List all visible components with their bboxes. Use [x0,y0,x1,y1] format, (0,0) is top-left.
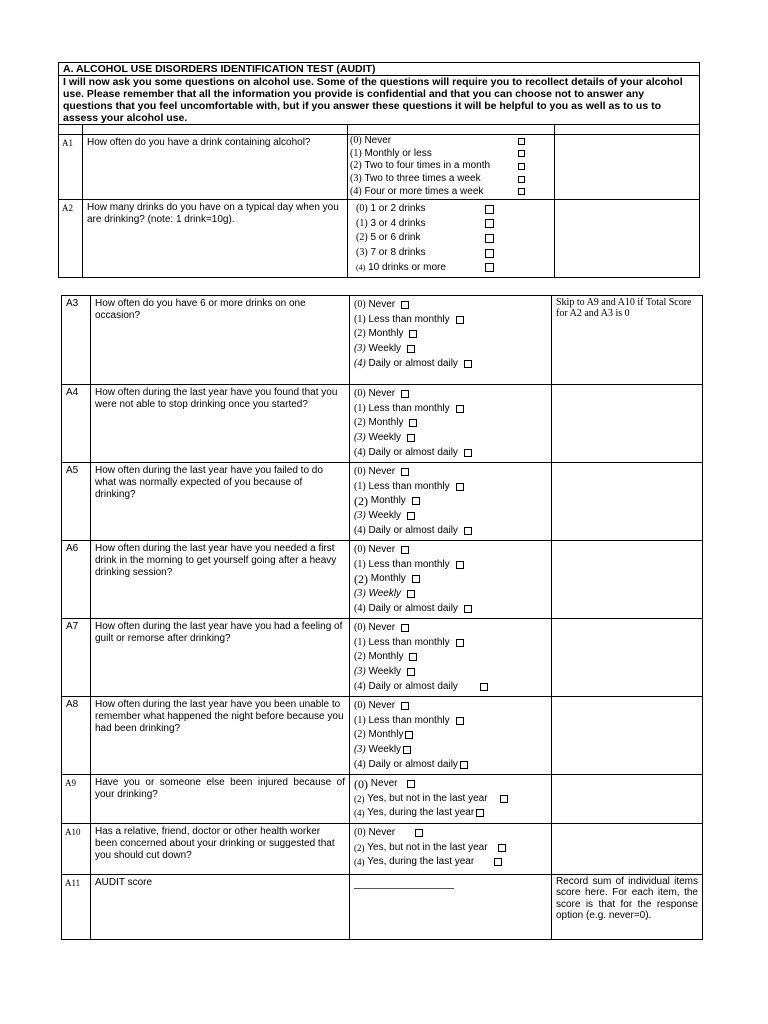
option-label: Less than monthly [368,480,450,492]
checkbox[interactable] [401,468,409,476]
option-a7-4[interactable] [354,679,547,694]
question-code: A8 [62,696,91,774]
question-row-a5 [62,462,703,540]
checkbox[interactable] [401,301,409,309]
option-label: Never [368,622,396,634]
checkbox[interactable] [409,330,417,338]
checkbox[interactable] [518,138,525,145]
option-score: (4) [354,524,366,536]
question-code: A6 [62,540,91,618]
intro-text: I will now ask you some questions on alcohol use. Some of the questions will require you to recollect details of your alcohol use. Please remember that all the information you provide is confidential and that you can choose not to answer any questions that you feel uncomfortable with, but if you answer these questions it will be helpful to you as well as to us to assess your alcohol use. [59,76,700,125]
option-label: Weekly [368,510,402,522]
option-score: (2) [354,651,366,663]
answer-options-a10 [350,823,552,874]
option-score: (1) [354,402,366,414]
option-score: (4) [354,857,365,868]
section-title: A. ALCOHOL USE DISORDERS IDENTIFICATION TEST (AUDIT) [59,63,700,76]
option-a8-2[interactable] [354,728,547,743]
question-code: A3 [62,296,91,385]
option-score: (1) [356,217,368,229]
option-a4-4[interactable] [354,445,547,460]
checkbox[interactable] [401,624,409,632]
checkbox[interactable] [464,449,472,457]
option-score: (3) [354,343,366,355]
question-code: A10 [62,823,91,874]
checkbox[interactable] [476,809,484,817]
option-label: Daily or almost daily [368,446,458,458]
checkbox[interactable] [401,390,409,398]
option-a2-3[interactable] [356,246,546,261]
option-label: Monthly [370,495,406,507]
option-label: Yes, but not in the last year [367,841,488,853]
notes-cell [552,540,703,618]
option-a1-3[interactable] [350,173,552,186]
question-text: How often do you have 6 or more drinks on one occasion? [91,296,350,385]
option-score: (1) [350,147,362,159]
answer-options-a1 [348,135,555,200]
option-a3-1[interactable] [354,313,547,328]
option-a6-3[interactable] [354,587,547,602]
option-score: (0) [354,622,366,634]
checkbox[interactable] [456,483,464,491]
answer-options-a7 [350,618,552,696]
checkbox[interactable] [409,653,417,661]
option-a6-2[interactable] [354,572,547,587]
option-label: Never [368,826,396,838]
checkbox[interactable] [500,795,508,803]
option-a3-0[interactable] [354,298,547,313]
question-text: How often during the last year have you needed a first drink in the morning to get yourself going after a heavy drinking session? [91,540,350,618]
option-label: Daily or almost daily [368,758,458,770]
option-a4-3[interactable] [354,431,547,446]
checkbox[interactable] [456,639,464,647]
option-score: (0) [354,299,366,311]
option-a9-0[interactable] [354,777,547,792]
option-a4-1[interactable] [354,402,547,417]
option-a5-0[interactable] [354,465,547,480]
option-a1-2[interactable] [350,160,552,173]
checkbox[interactable] [407,668,415,676]
question-text: How often during the last year have you found that you were not able to stop drinking once you started? [91,385,350,463]
option-label: Daily or almost daily [368,680,458,692]
question-code: A7 [62,618,91,696]
question-text: How many drinks do you have on a typical day when you are drinking? (note: 1 drink=10g). [83,200,348,278]
checkbox[interactable] [407,512,415,520]
option-label: Less than monthly [368,313,450,325]
option-a8-4[interactable] [354,757,547,772]
checkbox[interactable] [456,316,464,324]
question-row-a3 [62,296,703,385]
notes-cell [552,823,703,874]
question-row-a6 [62,540,703,618]
checkbox[interactable] [464,360,472,368]
option-score: (3) [354,432,366,444]
checkbox[interactable] [464,605,472,613]
option-a6-4[interactable] [354,601,547,616]
option-label: Never [370,778,398,790]
question-code: A9 [62,774,91,823]
option-label: 7 or 8 drinks [370,247,426,259]
question-row-a8 [62,696,703,774]
notes-cell [555,135,700,200]
option-a9-2[interactable] [354,806,547,821]
answer-options-a5 [350,462,552,540]
option-label: Weekly [368,432,402,444]
option-a6-0[interactable] [354,543,547,558]
question-text: How often do you have a drink containing alcohol? [83,135,348,200]
option-score: (4) [354,680,366,692]
option-label: Weekly [368,343,402,355]
option-score: (4) [350,185,362,197]
option-a10-1[interactable] [354,840,547,855]
option-label: Two to three times a week [364,173,481,185]
option-label: Monthly [368,651,404,663]
question-row-a2 [59,200,700,278]
option-label: Weekly [368,743,402,755]
skip-instruction: Skip to A9 and A10 if Total Score for A2 and A3 is 0 [552,296,703,385]
option-score: (0) [354,777,368,792]
option-score: (2) [356,232,368,244]
checkbox[interactable] [518,163,525,170]
score-blank-line[interactable] [354,887,454,889]
option-score: (3) [354,665,366,677]
question-row-a4 [62,385,703,463]
option-label: Never [368,466,396,478]
notes-cell [552,774,703,823]
option-a2-1[interactable] [356,217,546,232]
option-a7-0[interactable] [354,621,547,636]
option-score: (4) [354,808,365,819]
option-a5-2[interactable] [354,494,547,509]
option-score: (0) [354,388,366,400]
option-label: Yes, but not in the last year [367,792,488,804]
answer-options-a2 [348,200,555,278]
option-score: (4) [354,602,366,614]
question-text: Has a relative, friend, doctor or other health worker been concerned about your drinking or suggested that you should cut down? [91,823,350,874]
option-label: Daily or almost daily [368,524,458,536]
option-a8-1[interactable] [354,713,547,728]
option-score: (0) [356,203,368,215]
checkbox[interactable] [412,575,420,583]
option-score: (1) [354,313,366,325]
checkbox[interactable] [518,150,525,157]
option-a4-0[interactable] [354,387,547,402]
option-score: (0) [354,700,366,712]
option-a6-1[interactable] [354,558,547,573]
option-label: Monthly [368,328,404,340]
question-code: A2 [59,200,83,278]
checkbox[interactable] [518,176,525,183]
checkbox[interactable] [494,858,502,866]
option-label: Never [368,700,396,712]
question-text: How often during the last year have you been unable to remember what happened the night before because you had been drinking? [91,696,350,774]
checkbox[interactable] [464,527,472,535]
option-score: (3) [354,743,366,755]
option-a8-0[interactable] [354,699,547,714]
option-score: (1) [354,714,366,726]
option-label: Daily or almost daily [368,357,458,369]
option-score: (2) [354,793,365,804]
question-text: How often during the last year have you failed to do what was normally expected of you because of drinking? [91,462,350,540]
checkbox[interactable] [405,731,413,739]
option-a3-3[interactable] [354,342,547,357]
checkbox[interactable] [456,561,464,569]
option-a2-0[interactable] [356,202,546,217]
option-label: Monthly or less [364,147,432,159]
option-label: Never [364,135,392,147]
checkbox[interactable] [412,497,420,505]
question-row-a11 [62,874,703,939]
option-score: (2) [350,160,362,172]
option-label: Less than monthly [368,714,450,726]
checkbox[interactable] [456,405,464,413]
question-code: A1 [59,135,83,200]
question-text: AUDIT score [91,874,350,939]
option-score: (1) [354,558,366,570]
option-score: (3) [354,510,366,522]
question-text: How often during the last year have you had a feeling of guilt or remorse after drinking? [91,618,350,696]
option-a10-0[interactable] [354,826,547,841]
checkbox[interactable] [401,546,409,554]
option-label: Monthly [368,729,404,741]
option-label: Weekly [368,588,402,600]
notes-cell [552,385,703,463]
option-score: (0) [354,826,366,838]
option-score: (1) [354,636,366,648]
checkbox[interactable] [407,434,415,442]
checkbox[interactable] [401,702,409,710]
option-a4-2[interactable] [354,416,547,431]
option-score: (2) [354,417,366,429]
answer-options-a3 [350,296,552,385]
checkbox[interactable] [460,761,468,769]
option-a2-2[interactable] [356,231,546,246]
option-score: (3) [356,247,368,259]
checkbox[interactable] [407,590,415,598]
option-score: (2) [354,328,366,340]
option-label: Monthly [370,573,406,585]
option-a2-4[interactable] [356,260,546,275]
checkbox[interactable] [485,205,494,214]
option-score: (4) [354,758,366,770]
option-label: 1 or 2 drinks [370,203,426,215]
notes-cell [552,462,703,540]
option-label: Four or more times a week [364,185,484,197]
checkbox[interactable] [485,234,494,243]
question-row-a1 [59,135,700,200]
option-a5-3[interactable] [354,509,547,524]
option-score: (3) [350,173,362,185]
option-score: (0) [350,135,362,147]
checkbox[interactable] [485,249,494,258]
checkbox[interactable] [456,717,464,725]
option-score: (4) [354,357,366,369]
option-label: Monthly [368,417,404,429]
option-a10-2[interactable] [354,855,547,870]
option-a1-1[interactable] [350,148,552,161]
audit-table-2 [61,295,703,940]
option-label: Yes, during the last year [367,856,475,868]
option-a3-2[interactable] [354,327,547,342]
checkbox[interactable] [415,829,423,837]
answer-options-a9 [350,774,552,823]
option-label: Daily or almost daily [368,602,458,614]
option-label: Yes, during the last year [367,807,475,819]
option-score: (4) [356,262,366,272]
option-label: Less than monthly [368,558,450,570]
notes-cell [555,200,700,278]
option-score: (2) [354,842,365,853]
option-a7-1[interactable] [354,636,547,651]
option-label: Two to four times in a month [364,160,491,172]
option-score: (1) [354,480,366,492]
option-score: (2) [354,572,368,587]
question-row-a7 [62,618,703,696]
option-label: Never [368,544,396,556]
checkbox[interactable] [485,219,494,228]
option-score: (2) [354,494,368,509]
option-label: 3 or 4 drinks [370,217,426,229]
question-code: A5 [62,462,91,540]
option-label: Less than monthly [368,636,450,648]
checkbox[interactable] [518,188,525,195]
question-code: A11 [62,874,91,939]
option-a5-4[interactable] [354,523,547,538]
option-score: (2) [354,729,366,741]
score-instruction: Record sum of individual items score here. For each item, the score is that for the response option (e.g. never=0). [552,874,703,939]
question-text: Have you or someone else been injured because of your drinking? [91,774,350,823]
notes-cell [552,696,703,774]
answer-options-a6 [350,540,552,618]
option-label: 10 drinks or more [368,261,446,273]
checkbox[interactable] [480,683,488,691]
audit-table-1 [58,62,700,278]
option-label: Never [368,299,396,311]
option-a3-4[interactable] [354,356,547,371]
option-a1-0[interactable] [350,135,552,148]
option-label: 5 or 6 drink [370,232,421,244]
checkbox[interactable] [409,419,417,427]
question-row-a10 [62,823,703,874]
option-a8-3[interactable] [354,743,547,758]
checkbox[interactable] [403,746,411,754]
option-a1-4[interactable] [350,185,552,198]
checkbox[interactable] [485,263,494,272]
option-label: Never [368,388,396,400]
option-a7-3[interactable] [354,665,547,680]
option-score: (0) [354,544,366,556]
checkbox[interactable] [407,780,415,788]
option-a7-2[interactable] [354,650,547,665]
option-score: (3) [354,588,366,600]
option-label: Less than monthly [368,402,450,414]
option-score: (4) [354,446,366,458]
question-row-a9 [62,774,703,823]
option-label: Weekly [368,665,402,677]
option-a9-1[interactable] [354,791,547,806]
option-a5-1[interactable] [354,480,547,495]
answer-options-a8 [350,696,552,774]
answer-options-a4 [350,385,552,463]
question-code: A4 [62,385,91,463]
checkbox[interactable] [407,345,415,353]
checkbox[interactable] [498,844,506,852]
option-score: (0) [354,466,366,478]
audit-score-field[interactable] [350,874,552,939]
notes-cell [552,618,703,696]
